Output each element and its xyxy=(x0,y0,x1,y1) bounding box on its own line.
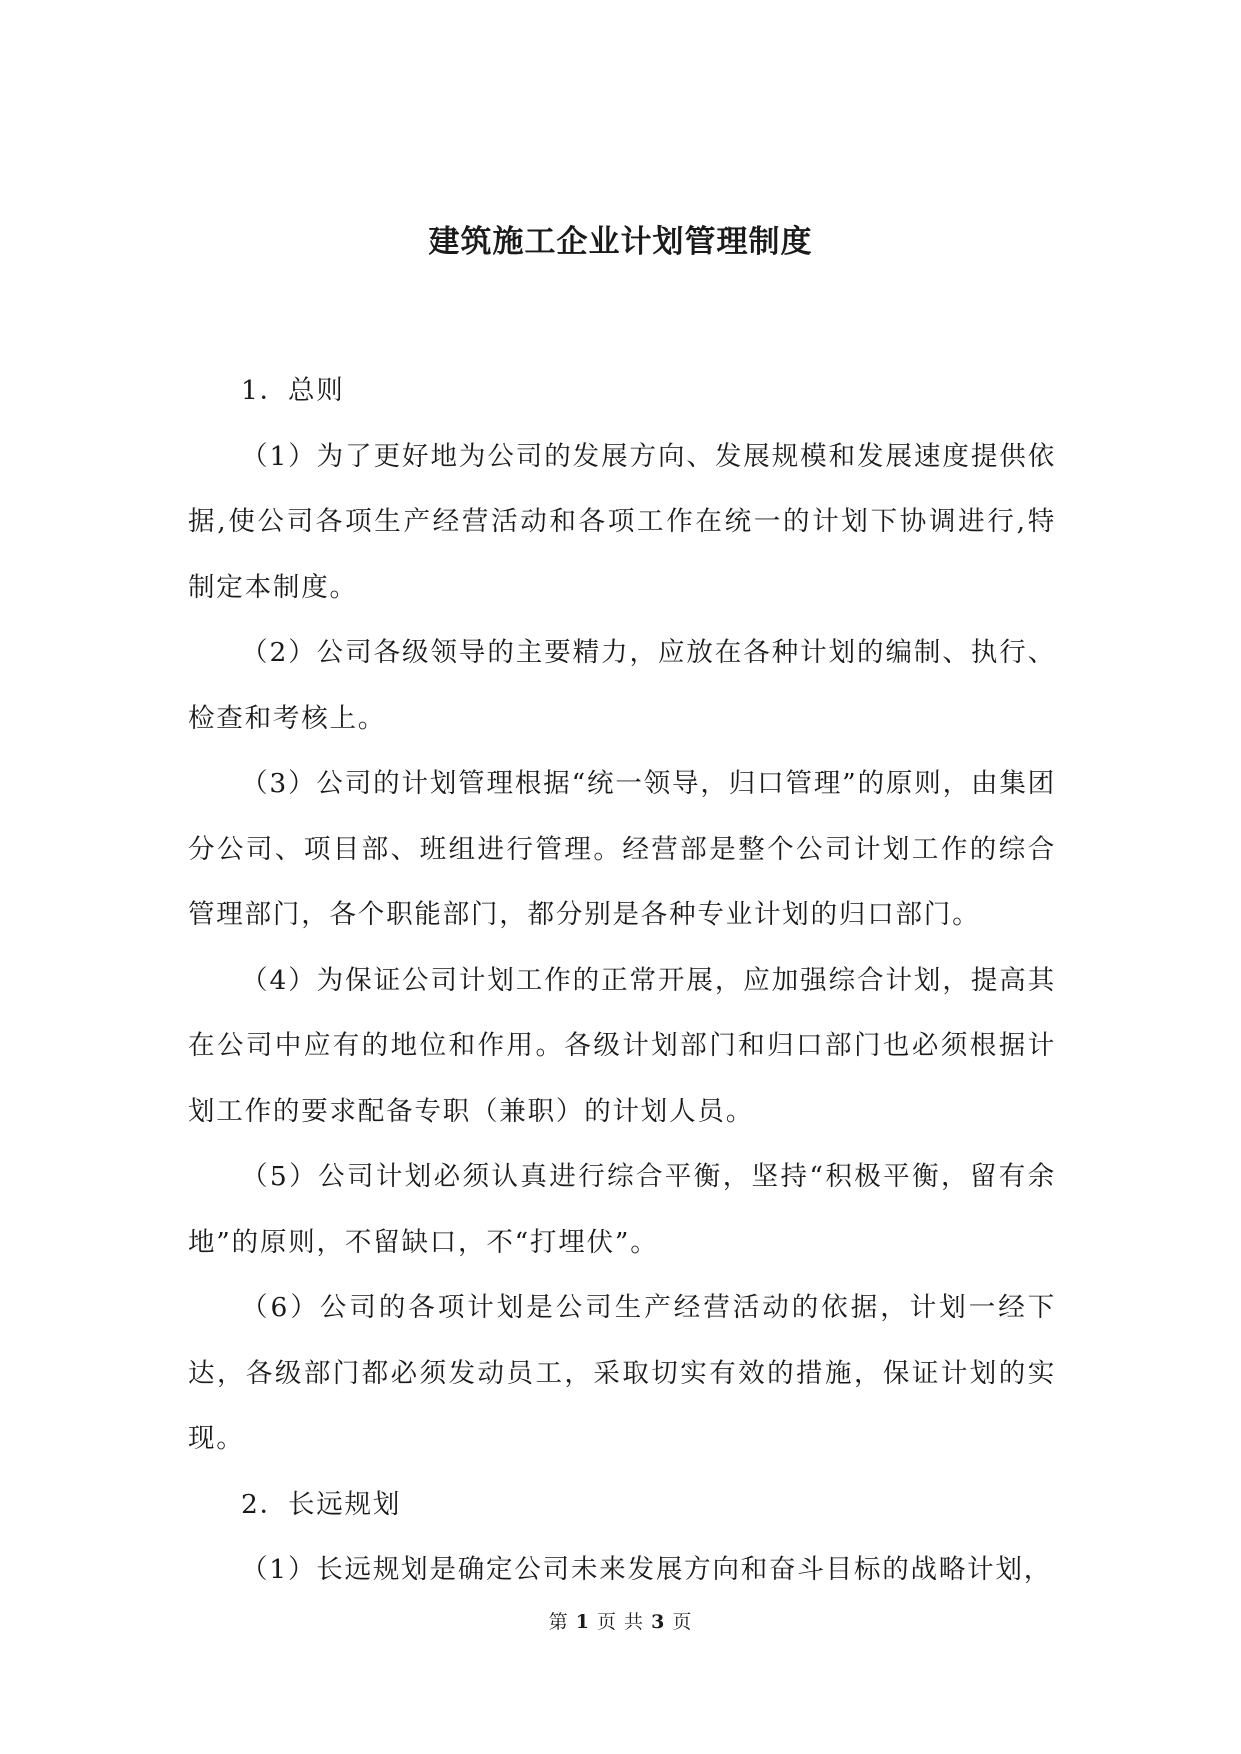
paragraph: （3）公司的计划管理根据“统一领导，归口管理”的原则，由集团分公司、项目部、班组进行管理。经营部是整个公司计划工作的综合管理部门，各个职能部门，都分别是各种专业计划的归口部门。 xyxy=(188,768,1056,930)
section-heading: 1．总则 xyxy=(241,375,345,406)
page-footer xyxy=(0,1610,1241,1634)
footer-suffix: 页 xyxy=(672,1611,693,1633)
current-page-number: 1 xyxy=(575,1611,590,1633)
paragraph: （5）公司计划必须认真进行综合平衡，坚持“积极平衡，留有余地”的原则，不留缺口，不“打埋伏”。 xyxy=(188,1161,1056,1258)
paragraph: （1）为了更好地为公司的发展方向、发展规模和发展速度提供依据,使公司各项生产经营活动和各项工作在统一的计划下协调进行,特制定本制度。 xyxy=(188,440,1056,603)
total-pages-number: 3 xyxy=(651,1611,666,1633)
document-body xyxy=(188,358,1056,1603)
paragraph: （4）为保证公司计划工作的正常开展，应加强综合计划，提高其在公司中应有的地位和作用。各级计划部门和归口部门也必须根据计划工作的要求配备专职（兼职）的计划人员。 xyxy=(188,964,1056,1127)
section-heading: 2．长远规划 xyxy=(241,1488,402,1520)
footer-prefix: 第 xyxy=(548,1611,569,1633)
paragraph: （2）公司各级领导的主要精力，应放在各种计划的编制、执行、检查和考核上。 xyxy=(188,637,1056,734)
page-title: 建筑施工企业计划管理制度 xyxy=(428,224,813,260)
footer-middle: 页 共 xyxy=(596,1611,645,1633)
paragraph: （6）公司的各项计划是公司生产经营活动的依据，计划一经下达，各级部门都必须发动员工，采取切实有效的措施，保证计划的实现。 xyxy=(188,1292,1056,1454)
paragraph: （1）长远规划是确定公司未来发展方向和奋斗目标的战略计划， xyxy=(241,1554,1053,1585)
